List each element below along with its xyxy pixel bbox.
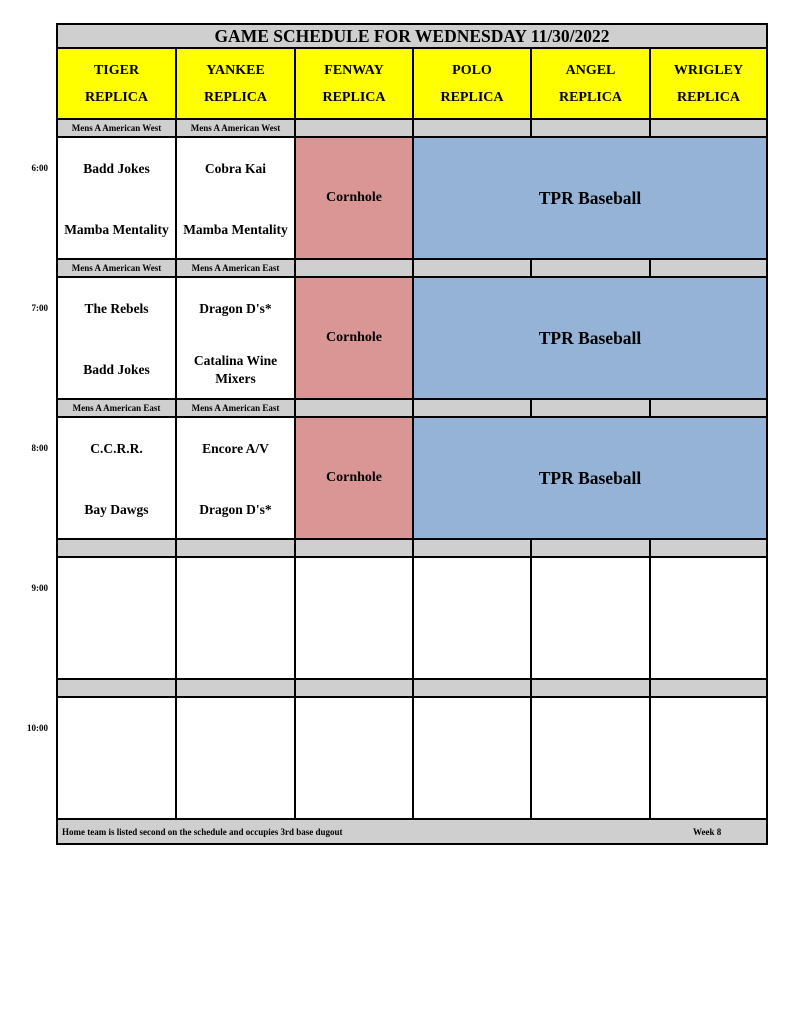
game-cell [56, 416, 177, 540]
division-text: Mens A American West [71, 263, 162, 273]
division-blank [649, 258, 768, 278]
division-blank [530, 678, 651, 698]
empty-cell [294, 556, 414, 680]
empty-cell [530, 696, 651, 820]
empty-cell [530, 556, 651, 680]
field-name: TIGER [93, 62, 140, 78]
division-blank [649, 398, 768, 418]
footer-note: Home team is listed second on the schedule and occupies 3rd base dugout [62, 826, 343, 837]
empty-cell [412, 556, 532, 680]
away-team: Badd Jokes [83, 161, 150, 176]
field-sub: REPLICA [558, 89, 622, 105]
field-name: YANKEE [206, 62, 265, 78]
schedule-title [56, 23, 768, 49]
cornhole-cell [294, 416, 414, 540]
away-team: Encore A/V [202, 441, 269, 456]
division-label [56, 118, 177, 138]
cornhole-cell [294, 276, 414, 400]
away-team: The Rebels [84, 301, 149, 316]
field-header-yankee [175, 47, 296, 120]
division-blank [649, 678, 768, 698]
division-text: Mens A American East [72, 403, 161, 413]
time-label: 9:00 [31, 583, 48, 593]
division-label [175, 258, 296, 278]
division-blank [412, 678, 532, 698]
division-blank [56, 678, 177, 698]
empty-cell [294, 696, 414, 820]
baseball-label: TPR Baseball [538, 187, 642, 208]
division-blank [412, 538, 532, 558]
cornhole-cell [294, 136, 414, 260]
cornhole-label: Cornhole [326, 330, 382, 345]
field-name: ANGEL [565, 62, 616, 78]
division-blank [56, 538, 177, 558]
division-blank [530, 398, 651, 418]
empty-cell [56, 696, 177, 820]
field-name: FENWAY [324, 62, 384, 78]
home-team: Catalina Wine Mixers [193, 353, 278, 386]
schedule-title-text: GAME SCHEDULE FOR WEDNESDAY 11/30/2022 [214, 25, 610, 46]
division-blank [530, 118, 651, 138]
empty-cell [649, 556, 768, 680]
field-header-polo [412, 47, 532, 120]
empty-cell [175, 556, 296, 680]
schedule-footer [56, 818, 768, 845]
away-team: C.C.R.R. [90, 441, 143, 456]
division-text: Mens A American East [191, 403, 280, 413]
field-name: WRIGLEY [673, 62, 744, 78]
division-blank [294, 538, 414, 558]
field-header-fenway [294, 47, 414, 120]
field-sub: REPLICA [440, 89, 504, 105]
division-label [56, 398, 177, 418]
game-cell [56, 276, 177, 400]
cornhole-label: Cornhole [326, 190, 382, 205]
division-text: Mens A American West [190, 123, 281, 133]
division-blank [294, 398, 414, 418]
game-cell [56, 136, 177, 260]
field-sub: REPLICA [84, 89, 148, 105]
game-cell [175, 416, 296, 540]
empty-cell [175, 696, 296, 820]
time-label: 7:00 [31, 303, 48, 313]
baseball-cell [412, 136, 768, 260]
field-sub: REPLICA [322, 89, 386, 105]
division-text: Mens A American East [191, 263, 280, 273]
division-blank [175, 538, 296, 558]
cornhole-label: Cornhole [326, 470, 382, 485]
empty-cell [649, 696, 768, 820]
division-text: Mens A American West [71, 123, 162, 133]
division-label [175, 398, 296, 418]
division-blank [294, 258, 414, 278]
baseball-label: TPR Baseball [538, 327, 642, 348]
division-blank [175, 678, 296, 698]
baseball-label: TPR Baseball [538, 467, 642, 488]
division-label [175, 118, 296, 138]
division-blank [412, 398, 532, 418]
division-label [56, 258, 177, 278]
baseball-cell [412, 416, 768, 540]
empty-cell [412, 696, 532, 820]
away-team: Cobra Kai [204, 161, 267, 176]
division-blank [649, 118, 768, 138]
field-header-tiger [56, 47, 177, 120]
home-team: Mamba Mentality [64, 222, 169, 237]
division-blank [530, 538, 651, 558]
division-blank [412, 258, 532, 278]
baseball-cell [412, 276, 768, 400]
field-header-wrigley [649, 47, 768, 120]
division-blank [294, 678, 414, 698]
game-cell [175, 136, 296, 260]
time-label: 10:00 [27, 723, 48, 733]
field-sub: REPLICA [203, 89, 267, 105]
field-sub: REPLICA [676, 89, 740, 105]
empty-cell [56, 556, 177, 680]
home-team: Mamba Mentality [183, 222, 288, 237]
home-team: Badd Jokes [83, 362, 150, 377]
time-label: 8:00 [31, 443, 48, 453]
field-name: POLO [452, 62, 492, 78]
schedule-table [56, 23, 768, 845]
division-blank [294, 118, 414, 138]
home-team: Bay Dawgs [84, 502, 149, 517]
away-team: Dragon D's* [199, 301, 272, 316]
field-header-angel [530, 47, 651, 120]
game-cell [175, 276, 296, 400]
division-blank [530, 258, 651, 278]
footer-week: Week 8 [693, 826, 722, 837]
home-team: Dragon D's* [199, 502, 272, 517]
time-label: 6:00 [31, 163, 48, 173]
division-blank [649, 538, 768, 558]
division-blank [412, 118, 532, 138]
